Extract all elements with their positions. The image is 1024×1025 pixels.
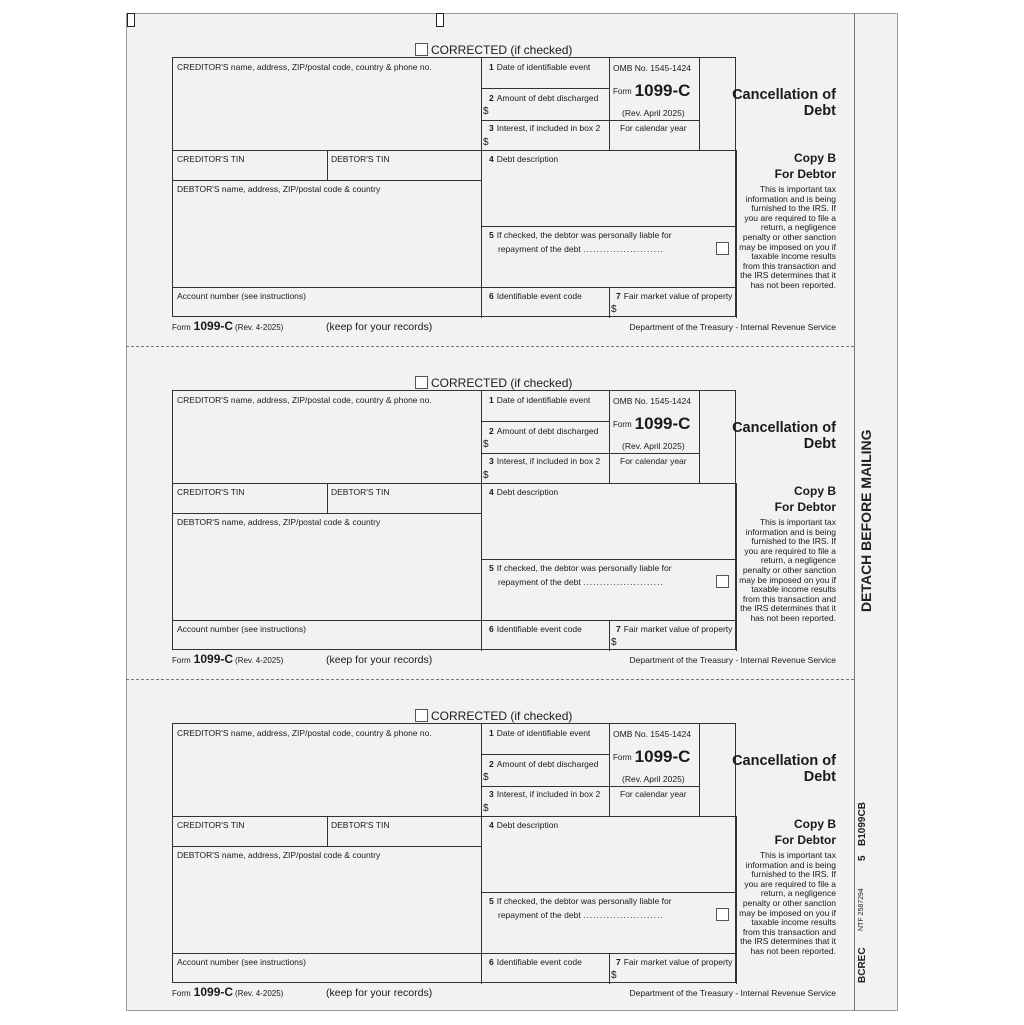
form-grid: [172, 723, 736, 983]
bcrec-code-label: BCREC: [857, 947, 868, 983]
box5-liability-label-2: repayment of the debt ........................: [498, 910, 664, 920]
box1-date-field[interactable]: 1 Date of identifiable event: [489, 62, 591, 72]
box2-amount-field[interactable]: 2 Amount of debt discharged: [489, 426, 599, 436]
revision-label: (Rev. April 2025): [622, 774, 685, 784]
creditor-tin-field[interactable]: CREDITOR'S TIN: [177, 487, 245, 497]
corrected-checkbox[interactable]: [415, 376, 428, 389]
box1-date-field[interactable]: 1 Date of identifiable event: [489, 728, 591, 738]
footer-form-id: Form 1099-C (Rev. 4-2025): [172, 985, 284, 999]
box4-description-field[interactable]: 4 Debt description: [489, 154, 559, 164]
corner-mark-right: [436, 13, 444, 27]
form-grid: [172, 57, 736, 317]
creditor-tin-field[interactable]: CREDITOR'S TIN: [177, 154, 245, 164]
copy-b-notice: This is important tax information and is being furnished to the IRS. If you are required to file a return, a negligence penalty or other sanction may be imposed on you if taxable income results from this transaction and the IRS determines that it has not been reported.: [739, 517, 836, 623]
form-grid: [172, 390, 736, 650]
creditor-name-field[interactable]: CREDITOR'S name, address, ZIP/postal code, country & phone no.: [177, 728, 432, 738]
box3-interest-field[interactable]: 3 Interest, if included in box 2: [489, 123, 601, 133]
copy-b-notice: This is important tax information and is being furnished to the IRS. If you are required to file a return, a negligence penalty or other sanction may be imposed on you if taxable income results from this transaction and the IRS determines that it has not been reported.: [739, 850, 836, 956]
debtor-name-field[interactable]: DEBTOR'S name, address, ZIP/postal code & country: [177, 517, 381, 527]
box5-liability-label: 5 If checked, the debtor was personally liable for: [489, 230, 672, 240]
box3-dollar: $: [483, 803, 489, 814]
box6-event-code-field[interactable]: 6 Identifiable event code: [489, 624, 582, 634]
corrected-label: CORRECTED (if checked): [431, 709, 573, 723]
form-copy-1: [172, 43, 836, 359]
copy-b-notice: This is important tax information and is being furnished to the IRS. If you are required to file a return, a negligence penalty or other sanction may be imposed on you if taxable income results from this transaction and the IRS determines that it has not been reported.: [739, 184, 836, 290]
account-number-field[interactable]: Account number (see instructions): [177, 957, 306, 967]
copy-b-heading: Copy B For Debtor: [774, 484, 836, 514]
footer-department: Department of the Treasury - Internal Revenue Service: [629, 988, 836, 998]
box7-dollar: $: [611, 304, 617, 315]
box6-event-code-field[interactable]: 6 Identifiable event code: [489, 957, 582, 967]
calendar-year-field[interactable]: For calendar year: [620, 456, 687, 466]
corrected-checkbox[interactable]: [415, 43, 428, 56]
box3-interest-field[interactable]: 3 Interest, if included in box 2: [489, 456, 601, 466]
box5-checkbox[interactable]: [716, 575, 729, 588]
debtor-tin-field[interactable]: DEBTOR'S TIN: [331, 487, 390, 497]
box2-amount-field[interactable]: 2 Amount of debt discharged: [489, 759, 599, 769]
revision-label: (Rev. April 2025): [622, 441, 685, 451]
box7-dollar: $: [611, 637, 617, 648]
debtor-tin-field[interactable]: DEBTOR'S TIN: [331, 154, 390, 164]
box2-dollar: $: [483, 772, 489, 783]
form-title: Cancellation of Debt: [732, 87, 836, 119]
creditor-name-field[interactable]: CREDITOR'S name, address, ZIP/postal code, country & phone no.: [177, 395, 432, 405]
corrected-label: CORRECTED (if checked): [431, 376, 573, 390]
footer-department: Department of the Treasury - Internal Revenue Service: [629, 322, 836, 332]
account-number-field[interactable]: Account number (see instructions): [177, 291, 306, 301]
corrected-checkbox-row: [415, 376, 572, 390]
box4-description-field[interactable]: 4 Debt description: [489, 820, 559, 830]
box2-dollar: $: [483, 106, 489, 117]
box3-interest-field[interactable]: 3 Interest, if included in box 2: [489, 789, 601, 799]
debtor-name-field[interactable]: DEBTOR'S name, address, ZIP/postal code & country: [177, 184, 381, 194]
box7-dollar: $: [611, 970, 617, 981]
box3-dollar: $: [483, 470, 489, 481]
box2-dollar: $: [483, 439, 489, 450]
form-copy-2: [172, 376, 836, 692]
box6-event-code-field[interactable]: 6 Identifiable event code: [489, 291, 582, 301]
form-code-label: B1099CB: [857, 802, 868, 846]
box4-description-field[interactable]: 4 Debt description: [489, 487, 559, 497]
footer-form-id: Form 1099-C (Rev. 4-2025): [172, 319, 284, 333]
omb-number: OMB No. 1545-1424: [613, 63, 691, 73]
box5-liability-label-2: repayment of the debt ........................: [498, 244, 664, 254]
revision-label: (Rev. April 2025): [622, 108, 685, 118]
account-number-field[interactable]: Account number (see instructions): [177, 624, 306, 634]
box7-fair-market-field[interactable]: 7 Fair market value of property: [616, 624, 733, 634]
calendar-year-field[interactable]: For calendar year: [620, 789, 687, 799]
corrected-checkbox-row: [415, 43, 572, 57]
footer-keep-note: (keep for your records): [326, 987, 433, 999]
box7-fair-market-field[interactable]: 7 Fair market value of property: [616, 957, 733, 967]
omb-number: OMB No. 1545-1424: [613, 396, 691, 406]
footer-keep-note: (keep for your records): [326, 654, 433, 666]
footer-keep-note: (keep for your records): [326, 321, 433, 333]
footer-department: Department of the Treasury - Internal Revenue Service: [629, 655, 836, 665]
detach-stub-divider: [854, 13, 855, 1011]
form-number-block: Form 1099-C: [613, 81, 691, 100]
footer-form-id: Form 1099-C (Rev. 4-2025): [172, 652, 284, 666]
corner-mark-left: [127, 13, 135, 27]
form-code-number: 5: [857, 855, 868, 861]
detach-before-mailing-label: DETACH BEFORE MAILING: [858, 429, 874, 612]
box1-date-field[interactable]: 1 Date of identifiable event: [489, 395, 591, 405]
form-title: Cancellation of Debt: [732, 420, 836, 452]
debtor-tin-field[interactable]: DEBTOR'S TIN: [331, 820, 390, 830]
box2-amount-field[interactable]: 2 Amount of debt discharged: [489, 93, 599, 103]
creditor-name-field[interactable]: CREDITOR'S name, address, ZIP/postal code, country & phone no.: [177, 62, 432, 72]
corrected-checkbox-row: [415, 709, 572, 723]
form-number-block: Form 1099-C: [613, 747, 691, 766]
box3-dollar: $: [483, 137, 489, 148]
corrected-label: CORRECTED (if checked): [431, 43, 573, 57]
box5-checkbox[interactable]: [716, 242, 729, 255]
copy-b-heading: Copy B For Debtor: [774, 817, 836, 847]
box5-liability-label: 5 If checked, the debtor was personally liable for: [489, 896, 672, 906]
corrected-checkbox[interactable]: [415, 709, 428, 722]
debtor-name-field[interactable]: DEBTOR'S name, address, ZIP/postal code & country: [177, 850, 381, 860]
copy-b-heading: Copy B For Debtor: [774, 151, 836, 181]
calendar-year-field[interactable]: For calendar year: [620, 123, 687, 133]
omb-number: OMB No. 1545-1424: [613, 729, 691, 739]
box7-fair-market-field[interactable]: 7 Fair market value of property: [616, 291, 733, 301]
creditor-tin-field[interactable]: CREDITOR'S TIN: [177, 820, 245, 830]
box5-liability-label-2: repayment of the debt ........................: [498, 577, 664, 587]
ntf-code-label: NTF 2587294: [858, 888, 865, 931]
form-title: Cancellation of Debt: [732, 753, 836, 785]
box5-liability-label: 5 If checked, the debtor was personally liable for: [489, 563, 672, 573]
form-copy-3: [172, 709, 836, 1025]
form-number-block: Form 1099-C: [613, 414, 691, 433]
box5-checkbox[interactable]: [716, 908, 729, 921]
